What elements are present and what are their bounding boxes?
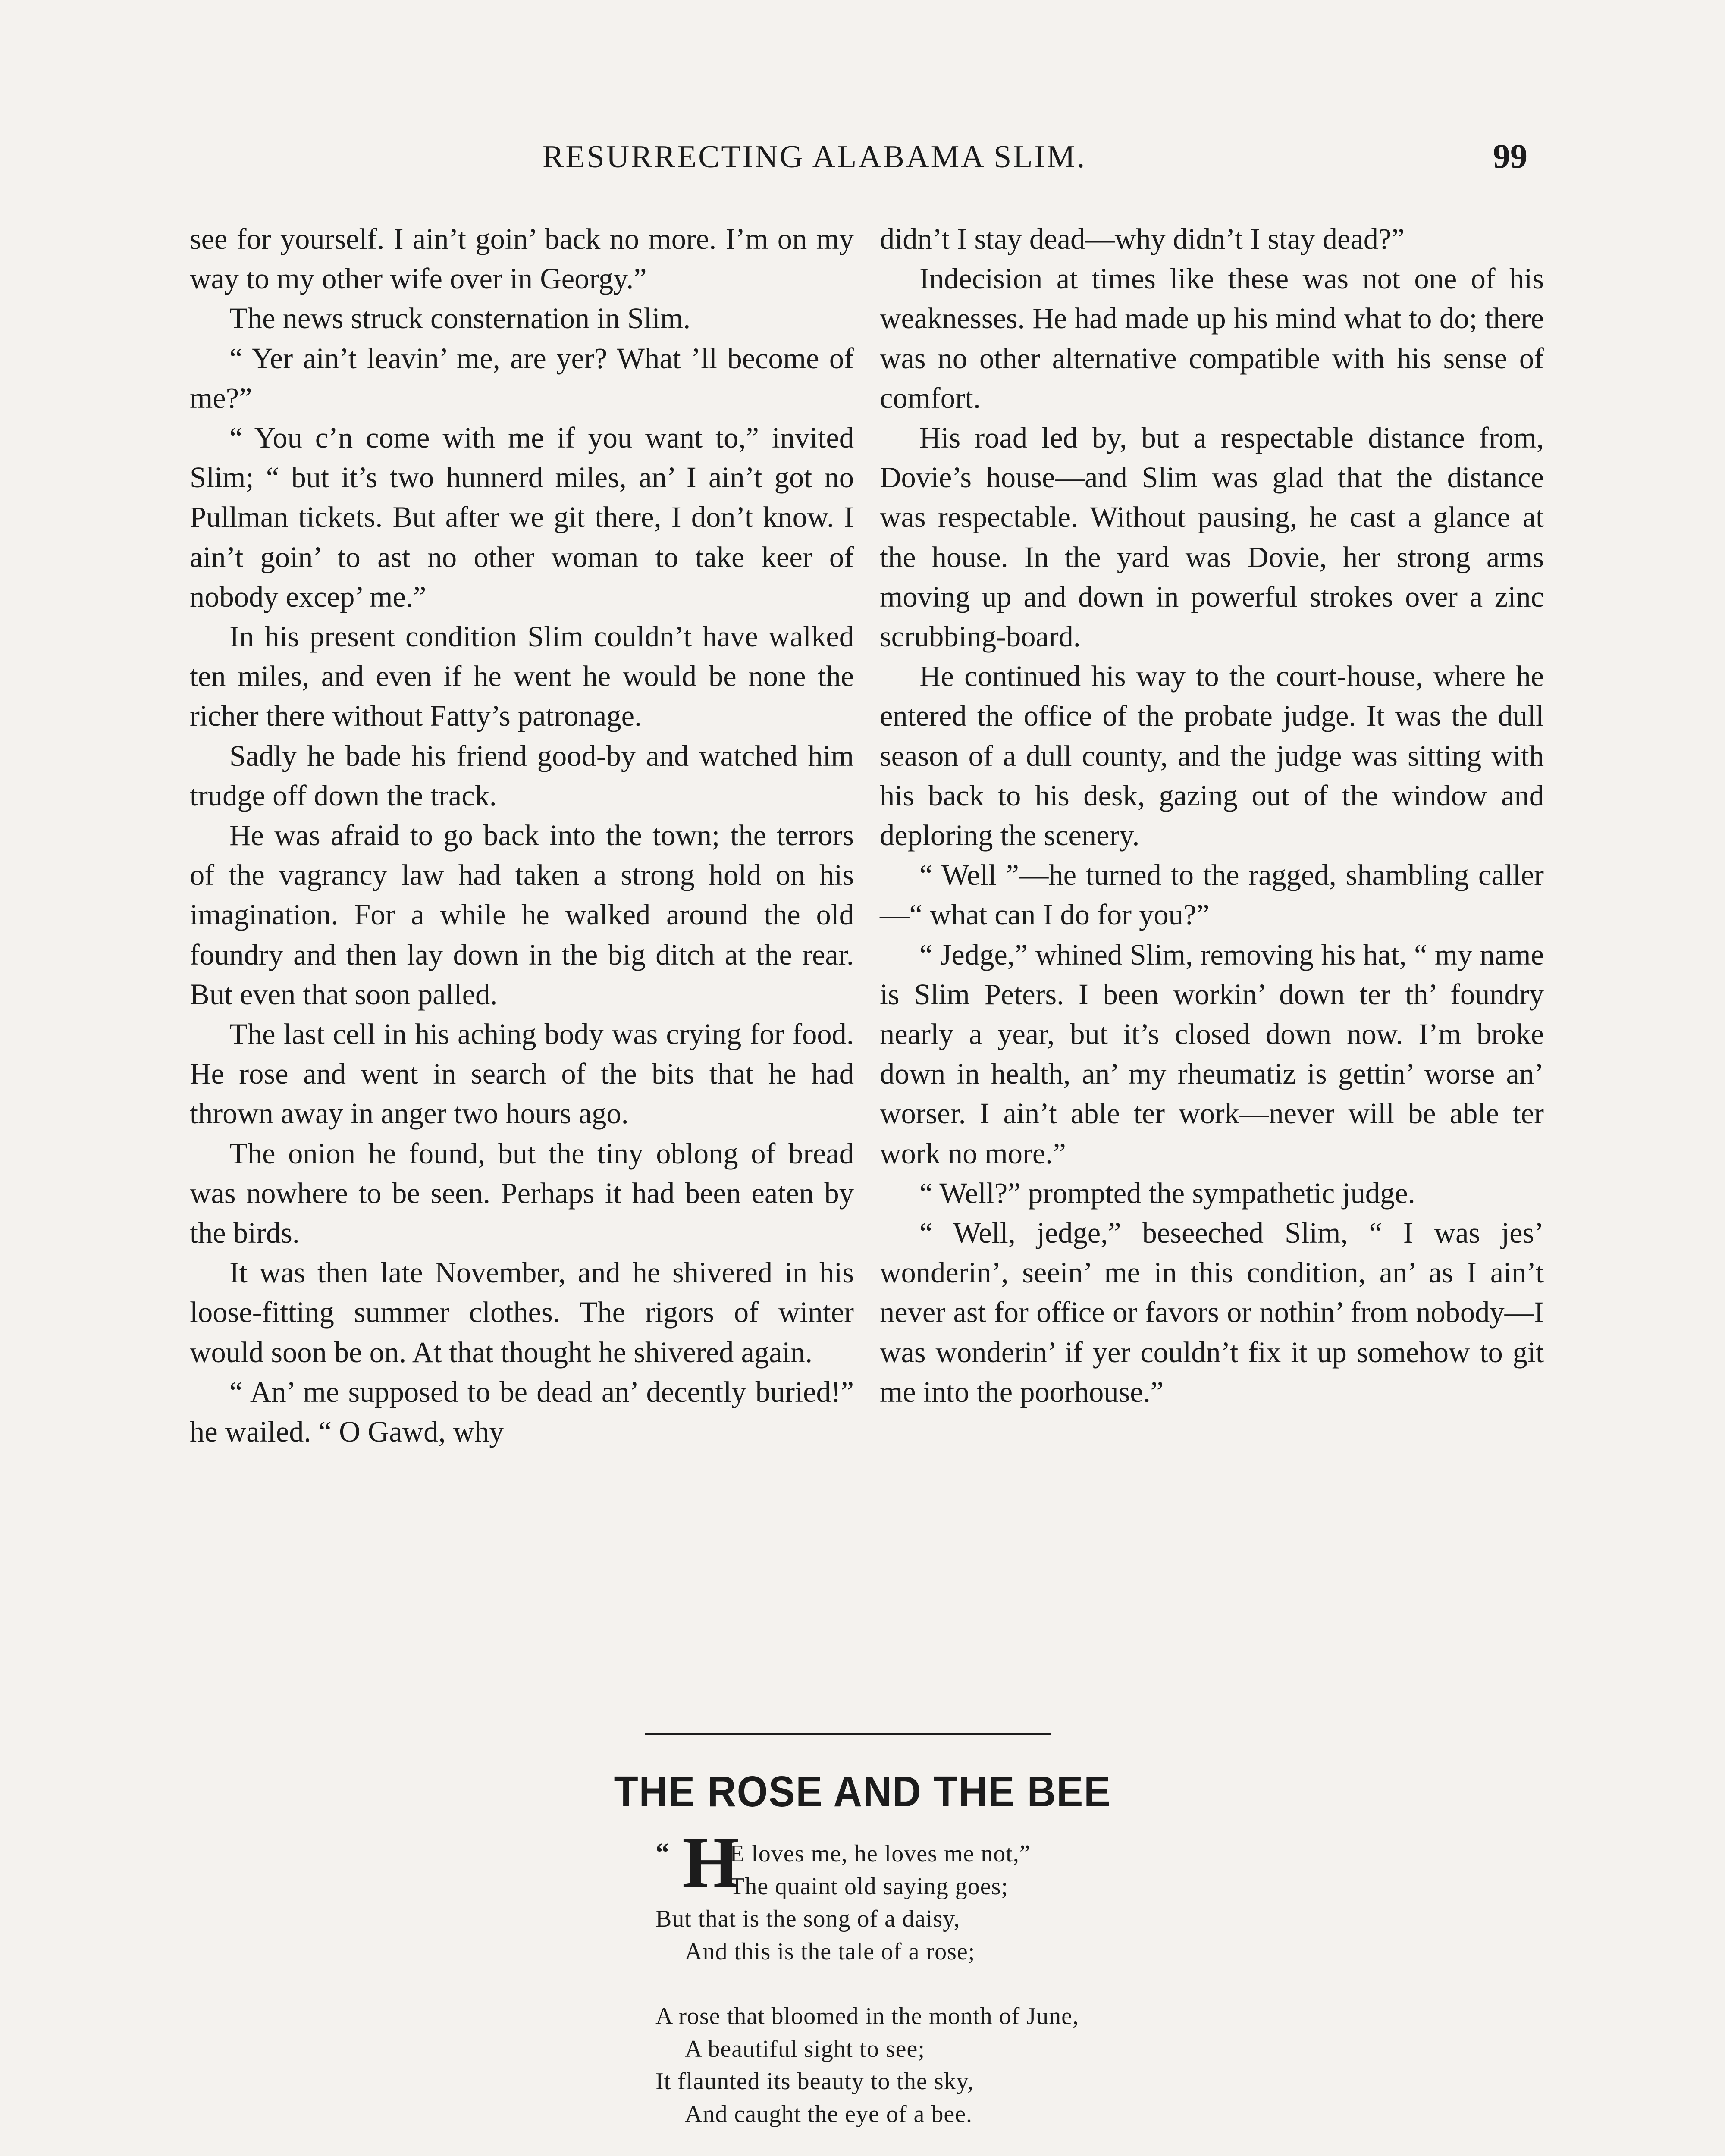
poem-line: It flaunted its beauty to the sky, (656, 2068, 974, 2095)
paragraph: see for yourself. I ain’t goin’ back no more. I’m on my way to my other wife over in Georgy.” (190, 222, 854, 295)
poem-line: But that is the song of a daisy, (656, 1905, 960, 1932)
poem (656, 1822, 1302, 2156)
paragraph: “ Yer ain’t leavin’ me, are yer? What ’ll become of me?” (190, 342, 854, 414)
poem-line: A rose that bloomed in the month of June, (656, 2003, 1079, 2030)
running-title: RESURRECTING ALABAMA SLIM. (543, 139, 1087, 175)
paragraph: “ Well ”—he turned to the ragged, shambling caller—“ what can I do for you?” (880, 859, 1544, 931)
running-head (0, 139, 1725, 182)
poem-stanza (656, 1822, 1302, 1968)
paragraph: “ Well, jedge,” beseeched Slim, “ I was jes’ wonderin’, seein’ me in this condition, an’ as I ain’t never ast for office or favors or nothin’ from nobody—I was wonderin’ if yer couldn’t fix it up somehow to git me into the poorhouse.” (880, 1216, 1544, 1408)
paragraph: “ Jedge,” whined Slim, removing his hat, “ my name is Slim Peters. I been workin’ down ter th’ foundry nearly a year, but it’s closed down now. I’m broke down in health, an’ my rheumatiz is gettin’ worse an’ worser. I ain’t able ter work—never will be able ter work no more.” (880, 938, 1544, 1170)
poem-line: The quaint old saying goes; (730, 1873, 1009, 1900)
paragraph: The onion he found, but the tiny oblong of bread was nowhere to be seen. Perhaps it had been eaten by the birds. (190, 1137, 854, 1250)
poem-line: A beautiful sight to see; (685, 2035, 925, 2062)
poem-line-text: E loves me, he loves me not,” (730, 1840, 1031, 1867)
paragraph: “ Well?” prompted the sympathetic judge. (919, 1176, 1415, 1210)
section-divider (645, 1733, 1051, 1735)
paragraph: It was then late November, and he shivered in his loose-fitting summer clothes. The rigors of winter would soon be on. At that thought he shivered again. (190, 1256, 854, 1369)
paragraph: He was afraid to go back into the town; the terrors of the vagrancy law had taken a strong hold on his imagination. For a while he walked around the old foundry and then lay down in the big ditch at the rear. But even that soon palled. (190, 819, 854, 1011)
poem-stanza (656, 2000, 1302, 2131)
paragraph: “ An’ me supposed to be dead an’ decently buried!” he wailed. “ O Gawd, why (190, 1375, 854, 1448)
story-right-column (880, 219, 1544, 1412)
paragraph: His road led by, but a respectable distance from, Dovie’s house—and Slim was glad that the distance was respectable. Without pausing, he cast a glance at the house. In the yard was Dovie, her strong arms moving up and down in powerful strokes over a zinc scrubbing-board. (880, 421, 1544, 653)
paragraph: He continued his way to the court-house, where he entered the office of the probate judge. It was the dull season of a dull county, and the judge was sitting with his back to his desk, gazing out of the window and deploring the scenery. (880, 660, 1544, 852)
poem-line: And this is the tale of a rose; (685, 1938, 975, 1965)
paragraph: Indecision at times like these was not one of his weaknesses. He had made up his mind what to do; there was no other alternative compatible with his sense of comfort. (880, 262, 1544, 414)
poem-title: THE ROSE AND THE BEE (614, 1767, 1111, 1816)
open-quote: “ (656, 1837, 670, 1868)
paragraph: The last cell in his aching body was crying for food. He rose and went in search of the bits that he had thrown away in anger two hours ago. (190, 1018, 854, 1130)
story-left-column (190, 219, 854, 1451)
page-number: 99 (1493, 138, 1527, 175)
drop-cap: H (682, 1822, 740, 1903)
paragraph: Sadly he bade his friend good-by and watched him trudge off down the track. (190, 739, 854, 812)
paragraph: The news struck consternation in Slim. (229, 302, 691, 335)
paragraph: In his present condition Slim couldn’t have walked ten miles, and even if he went he would be none the richer there without Fatty’s patronage. (190, 620, 854, 733)
paragraph: didn’t I stay dead—why didn’t I stay dead?” (880, 222, 1405, 255)
poem-line: And caught the eye of a bee. (685, 2100, 973, 2128)
paragraph: “ You c’n come with me if you want to,” invited Slim; “ but it’s two hunnerd miles, an’ I ain’t got no Pullman tickets. But after we git there, I don’t know. I ain’t goin’ to ast no other woman to take keer of nobody excep’ me.” (190, 421, 854, 613)
